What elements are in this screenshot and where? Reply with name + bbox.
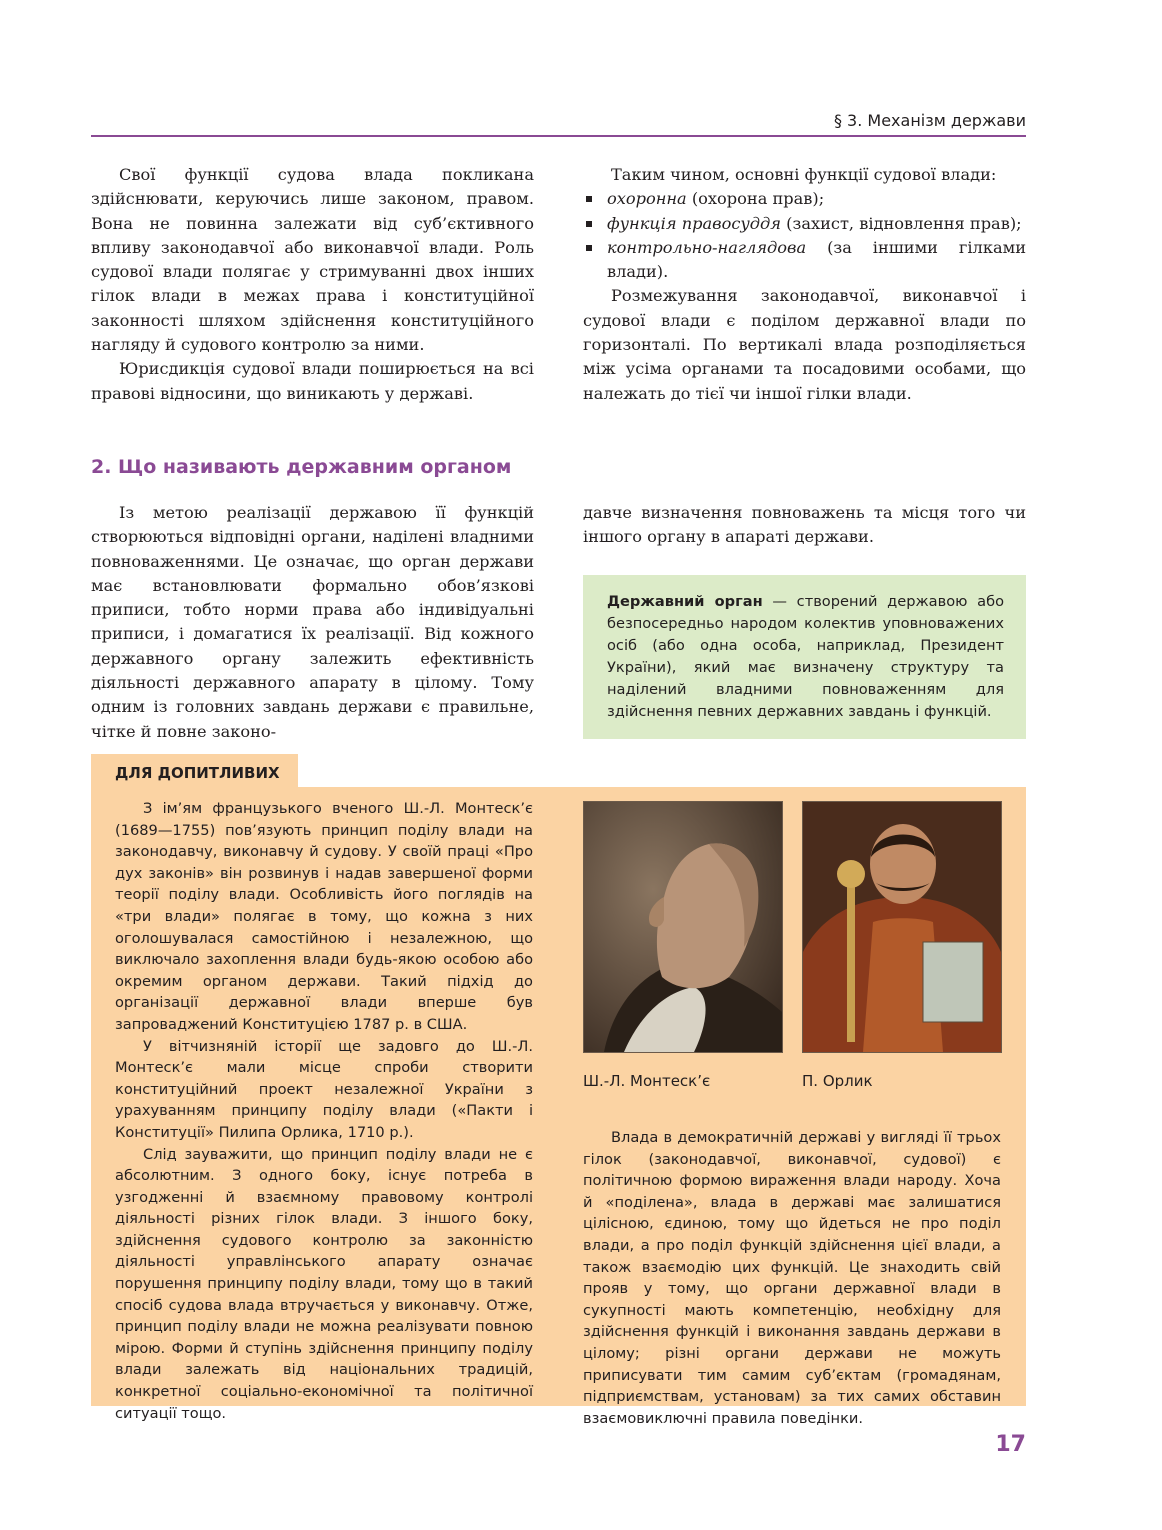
- page-number: 17: [995, 1432, 1026, 1457]
- functions-list: [583, 187, 1026, 284]
- list-item-text: (за іншими гілками влади).: [607, 237, 1026, 282]
- functions-lead: Таким чином, основні функції судової влади:: [611, 165, 997, 184]
- montesquieu-caption: Ш.-Л. Монтеск’є: [583, 1072, 711, 1090]
- definition-term: Державний орган: [607, 593, 763, 610]
- delineation-paragraph: Розмежування законодавчої, виконавчої і судової влади є поділом державної влади по горизонталі. По вертикалі влада розподіляється між усіма органами та посадовими особами, що належать до тієї чи іншої гілки влади.: [583, 286, 1026, 403]
- montesquieu-portrait: [583, 801, 783, 1053]
- list-item-text: (захист, відновлення прав);: [781, 213, 1022, 233]
- list-item-term: контрольно-наглядова: [607, 237, 807, 257]
- list-item-text: (охорона прав);: [686, 189, 825, 209]
- curious-right-column: [583, 1127, 1001, 1429]
- orlyk-portrait-image: [803, 802, 1001, 1052]
- section-title: 2. Що називають державним органом: [91, 456, 512, 478]
- orlyk-caption: П. Орлик: [802, 1072, 873, 1090]
- definition-box: [583, 575, 1026, 739]
- curious-right-paragraph: Влада в демократичній державі у вигляді її трьох гілок (законодавчої, виконавчої, судової) є політичною формою вираження влади народу. Хоча й «поділена», влада в державі має залишатися цілісною, єдиною, тому що йдеться не про поділ влади, а про поділ функцій здійснення цієї влади, а також взаємодію цих функцій. Це знаходить свій прояв у тому, що органи державної влади в сукупності мають компетенцію, необхідну для здійснення функцій і виконання завдань держави в цілому; різні органи держави не можуть приписувати тим самим суб’єктам (громадянам, підприємствам, установам) за тих самих обставин взаємовиключні правила поведінки.: [583, 1129, 1001, 1427]
- intro-paragraph-1: Свої функції судова влада покликана здійснювати, керуючись лише законом, правом. Вона не повинна залежати від суб’єктивного впливу законодавчої або виконавчої влади. Роль судової влади полягає у стримуванні двох інших гілок влади в межах права і конституційної законності шляхом здійснення конституційного нагляду й судового контролю за ними.: [91, 165, 534, 355]
- header-divider: [91, 135, 1026, 137]
- orlyk-portrait: [802, 801, 1002, 1053]
- list-item: [583, 236, 1026, 285]
- chapter-header: § 3. Механізм держави: [833, 111, 1026, 130]
- list-item-term: охоронна: [607, 189, 687, 209]
- section2-right-column: [583, 501, 1026, 550]
- intro-paragraph-2: Юрисдикція судової влади поширюється на всі правові відносини, що виникають у державі.: [91, 359, 534, 403]
- list-item: [583, 187, 1026, 211]
- curious-paragraph-3: Слід зауважити, що принцип поділу влади не є абсолютним. З одного боку, існує потреба в узгодженні й взаємному правовому контролі діяльності різних гілок влади. З іншого боку, здійснення судового контролю за законністю діяльності управлінського апарату означає порушення принципу поділу влади, тому що в такий спосіб судова влада втручається у виконавчу. Отже, принцип поділу влади не можна реалізувати повною мірою. Форми й ступінь здійснення принципу поділу влади залежать від національних традицій, конкретної соціально-економічної та політичної ситуації тощо.: [115, 1145, 533, 1422]
- section2-paragraph: Із метою реалізації державою її функцій створюються відповідні органи, наділені владними повноваженнями. Це означає, що орган держави має встановлювати формально обов’язкові приписи, тобто норми права або індивідуальні приписи, і домагатися їх реалізації. Від кожного державного органу залежить ефективність діяльності державного апарату в цілому. Тому одним із головних завдань держави є правильне, чітке й повне законо-: [91, 503, 534, 741]
- curious-paragraph-2: У вітчизняній історії ще задовго до Ш.-Л. Монтеск’є мали місце спроби створити конституційний проект незалежної України з урахуванням принципу поділу влади («Пакти і Конституції» Пилипа Орлика, 1710 р.).: [115, 1037, 533, 1141]
- list-item-term: функція правосуддя: [607, 213, 782, 233]
- list-item: [583, 212, 1026, 236]
- intro-right-column: [583, 163, 1026, 406]
- curious-left-column: [115, 798, 533, 1424]
- montesquieu-portrait-image: [584, 802, 782, 1052]
- curious-tab-label: ДЛЯ ДОПИТЛИВИХ: [91, 754, 298, 789]
- definition-text: — створений державою або безпосередньо народом колектив уповноважених осіб (або одна особа, наприклад, Президент України), який має визначену структуру та наділений владними повноваженням для здійснення певних державних завдань і функцій.: [607, 593, 1004, 720]
- intro-left-column: [91, 163, 534, 406]
- curious-paragraph-1: З ім’ям французького вченого Ш.-Л. Монтеск’є (1689—1755) пов’язують принцип поділу влади на законодавчу, виконавчу й судову. У своїй праці «Про дух законів» він розвинув і надав завершеної форми теорії поділу влади. Особливість його поглядів на «три влади» полягає в тому, що кожна з них оголошувалася самостійною і незалежною, що виключало захоплення влади будь-якою особою або окремим органом держави. Такий підхід до організації державної влади вперше був запроваджений Конституцією 1787 р. в США.: [115, 800, 533, 1033]
- section2-continuation: давче визначення повноважень та місця того чи іншого органу в апараті держави.: [583, 503, 1026, 547]
- section2-left-column: [91, 501, 534, 744]
